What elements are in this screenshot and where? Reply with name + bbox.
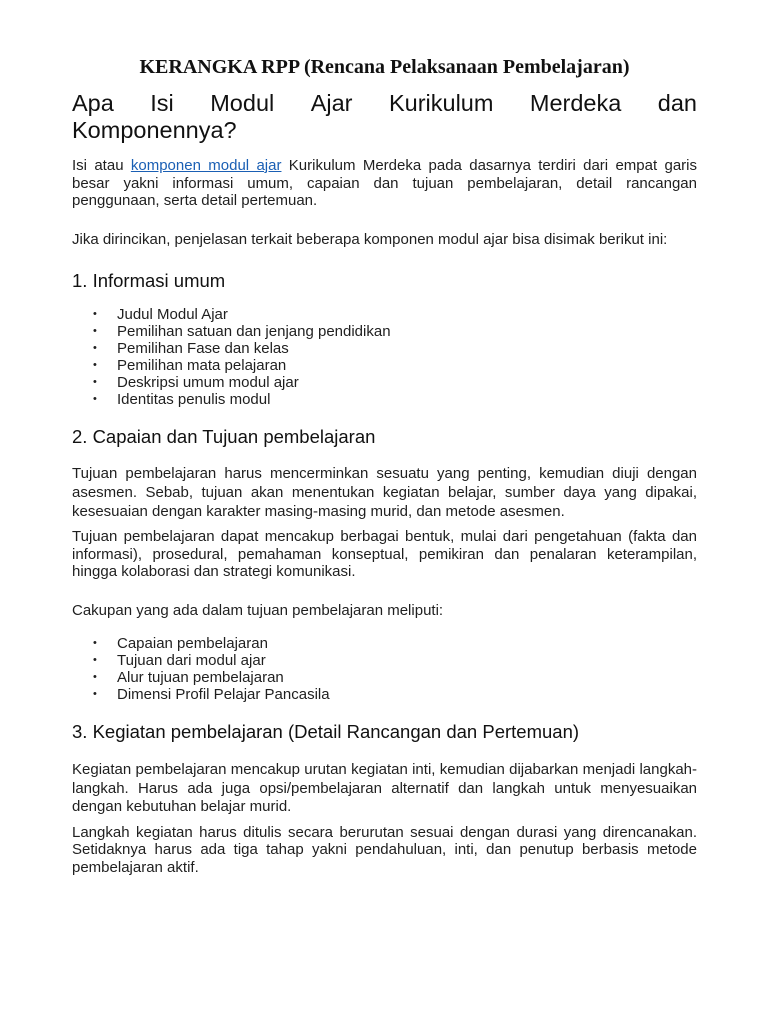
- section3-heading: 3. Kegiatan pembelajaran (Detail Rancangan dan Pertemuan): [72, 721, 580, 742]
- section2-paragraph3: Cakupan yang ada dalam tujuan pembelajaran meliputi:: [72, 601, 444, 619]
- section1-list: [72, 306, 697, 408]
- detail-intro-paragraph: Jika dirincikan, penjelasan terkait beberapa komponen modul ajar bisa disimak berikut ini:: [72, 230, 668, 248]
- list-item: • Capaian pembelajaran: [117, 635, 697, 652]
- list-item: • Identitas penulis modul: [117, 391, 697, 408]
- section1-heading: 1. Informasi umum: [72, 270, 226, 291]
- intro-text-after-link: Kurikulum Merdeka pada dasarnya terdiri dari empat garis besar yakni informasi umum, capaian dan tujuan pembelajaran, detail rancangan penggunaan, serta detail pertemuan.: [72, 157, 697, 209]
- main-heading-line1: [72, 90, 697, 117]
- heading-word: dan: [657, 90, 697, 116]
- list-item: • Pemilihan Fase dan kelas: [117, 340, 697, 357]
- intro-text-before-link: Isi atau: [72, 157, 131, 174]
- list-item: • Dimensi Profil Pelajar Pancasila: [117, 686, 697, 703]
- main-heading-line2: Komponennya?: [72, 117, 237, 143]
- main-heading: [72, 90, 697, 144]
- section3-paragraph1: Kegiatan pembelajaran mencakup urutan kegiatan inti, kemudian dijabarkan menjadi langkah-langkah. Harus ada juga opsi/pembelajaran alternatif dan langkah untuk menyesuaikan dengan kebutuhan belajar murid.: [72, 761, 697, 815]
- list-item: • Judul Modul Ajar: [117, 306, 697, 323]
- heading-word: Apa: [72, 90, 114, 116]
- heading-word: Kurikulum: [388, 90, 494, 116]
- heading-word: Modul: [210, 90, 275, 116]
- list-item: • Tujuan dari modul ajar: [117, 652, 697, 669]
- heading-word: Isi: [150, 90, 174, 116]
- komponen-modul-ajar-link[interactable]: komponen modul ajar: [130, 157, 282, 174]
- list-item: • Alur tujuan pembelajaran: [117, 669, 697, 686]
- section3-paragraph2: Langkah kegiatan harus ditulis secara berurutan sesuai dengan durasi yang direncanakan. Setidaknya harus ada tiga tahap yakni pendahuluan, inti, dan penutup berbasis metode pembelajaran aktif.: [72, 823, 697, 876]
- heading-word: Merdeka: [529, 90, 622, 116]
- section2-paragraph1: Tujuan pembelajaran harus mencerminkan sesuatu yang penting, kemudian diuji dengan asesmen. Sebab, tujuan akan menentukan kegiatan belajar, sumber daya yang dipakai, kesesuaian dengan karakter masing-masing murid, dan metode asesmen.: [72, 465, 697, 520]
- list-item: • Pemilihan satuan dan jenjang pendidikan: [117, 323, 697, 340]
- intro-paragraph: [72, 157, 697, 210]
- heading-word: Ajar: [310, 90, 353, 116]
- list-item: • Deskripsi umum modul ajar: [117, 374, 697, 391]
- section2-paragraph2: Tujuan pembelajaran dapat mencakup berbagai bentuk, mulai dari pengetahuan (fakta dan informasi), prosedural, pemahaman konseptual, pemikiran dan penalaran keterampilan, hingga kolaborasi dan strategi komunikasi.: [72, 528, 697, 580]
- section2-list: [72, 635, 697, 703]
- document-title: KERANGKA RPP (Rencana Pelaksanaan Pembelajaran): [139, 56, 630, 78]
- document-page: [72, 54, 697, 876]
- list-item: • Pemilihan mata pelajaran: [117, 357, 697, 374]
- section2-heading: 2. Capaian dan Tujuan pembelajaran: [72, 426, 376, 447]
